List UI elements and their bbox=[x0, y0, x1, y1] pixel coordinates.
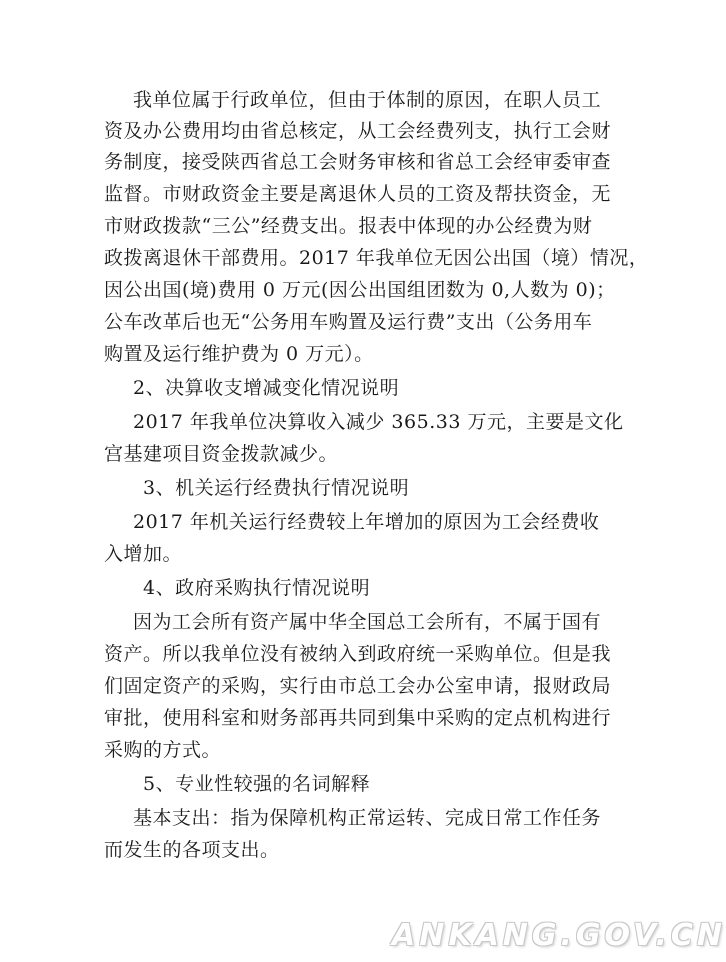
section-heading: 4、政府采购执行情况说明 bbox=[143, 577, 371, 599]
paragraph-line: 资产。所以我单位没有被纳入到政府统一采购单位。但是我 bbox=[104, 643, 612, 665]
paragraph-line: 2017 年我单位决算收入减少 365.33 万元，主要是文化 bbox=[133, 411, 624, 433]
paragraph-line: 入增加。 bbox=[104, 543, 183, 565]
paragraph-line: 公车改革后也无“公务用车购置及运行费”支出（公务用车 bbox=[104, 311, 593, 333]
paragraph-line: 采购的方式。 bbox=[104, 739, 222, 761]
paragraph-line: 监督。市财政资金主要是离退休人员的工资及帮扶资金，无 bbox=[104, 183, 612, 205]
paragraph-line: 政拨离退休干部费用。2017 年我单位无因公出国（境）情况， bbox=[104, 247, 649, 269]
paragraph-line: 我单位属于行政单位，但由于体制的原因，在职人员工 bbox=[133, 89, 602, 111]
paragraph-line: 资及办公费用均由省总核定，从工会经费列支，执行工会财 bbox=[104, 120, 612, 142]
paragraph-line: 市财政拨款“三公”经费支出。报表中体现的办公经费为财 bbox=[104, 215, 593, 237]
paragraph-line: 审批，使用科室和财务部再共同到集中采购的定点机构进行 bbox=[104, 707, 612, 729]
paragraph-line: 而发生的各项支出。 bbox=[104, 839, 280, 861]
paragraph-line: 宫基建项目资金拨款减少。 bbox=[104, 443, 339, 465]
section-heading: 3、机关运行经费执行情况说明 bbox=[143, 477, 410, 499]
paragraph-line: 务制度，接受陕西省总工会财务审核和省总工会经审委审查 bbox=[104, 151, 612, 173]
section-heading: 5、专业性较强的名词解释 bbox=[143, 773, 371, 795]
watermark-logo: ANKANG.GOV.CN bbox=[392, 918, 726, 953]
paragraph-line: 基本支出：指为保障机构正常运转、完成日常工作任务 bbox=[133, 807, 602, 829]
paragraph-line: 购置及运行维护费为 0 万元）。 bbox=[104, 343, 374, 365]
paragraph-line: 2017 年机关运行经费较上年增加的原因为工会经费收 bbox=[133, 511, 600, 533]
paragraph-line: 因为工会所有资产属中华全国总工会所有，不属于国有 bbox=[133, 611, 602, 633]
paragraph-line: 因公出国(境)费用 0 万元(因公出国组团数为 0,人数为 0)； bbox=[104, 279, 616, 301]
paragraph-line: 们固定资产的采购，实行由市总工会办公室申请，报财政局 bbox=[104, 675, 612, 697]
section-heading: 2、决算收支增减变化情况说明 bbox=[133, 377, 400, 399]
